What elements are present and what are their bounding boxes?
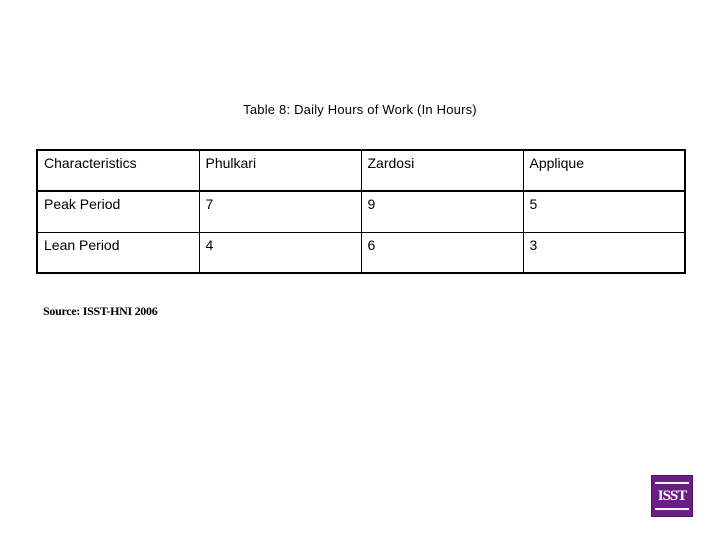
table-row — [37, 191, 685, 232]
cell-lean-zardosi: 6 — [361, 232, 523, 273]
header-cell-characteristics: Characteristics — [37, 150, 199, 191]
table-title: Table 8: Daily Hours of Work (In Hours) — [243, 102, 477, 117]
cell-peak-applique: 5 — [523, 191, 685, 232]
source-note: Source: ISST-HNI 2006 — [43, 304, 158, 318]
isst-logo — [651, 475, 693, 517]
isst-logo-text: ISST — [655, 482, 689, 510]
cell-peak-phulkari: 7 — [199, 191, 361, 232]
cell-lean-applique: 3 — [523, 232, 685, 273]
cell-peak-zardosi: 9 — [361, 191, 523, 232]
header-cell-applique: Applique — [523, 150, 685, 191]
row-label-lean-period: Lean Period — [37, 232, 199, 273]
cell-lean-phulkari: 4 — [199, 232, 361, 273]
header-cell-zardosi: Zardosi — [361, 150, 523, 191]
header-cell-phulkari: Phulkari — [199, 150, 361, 191]
data-table — [36, 149, 686, 274]
row-label-peak-period: Peak Period — [37, 191, 199, 232]
table-header-row — [37, 150, 685, 191]
table-row — [37, 232, 685, 273]
